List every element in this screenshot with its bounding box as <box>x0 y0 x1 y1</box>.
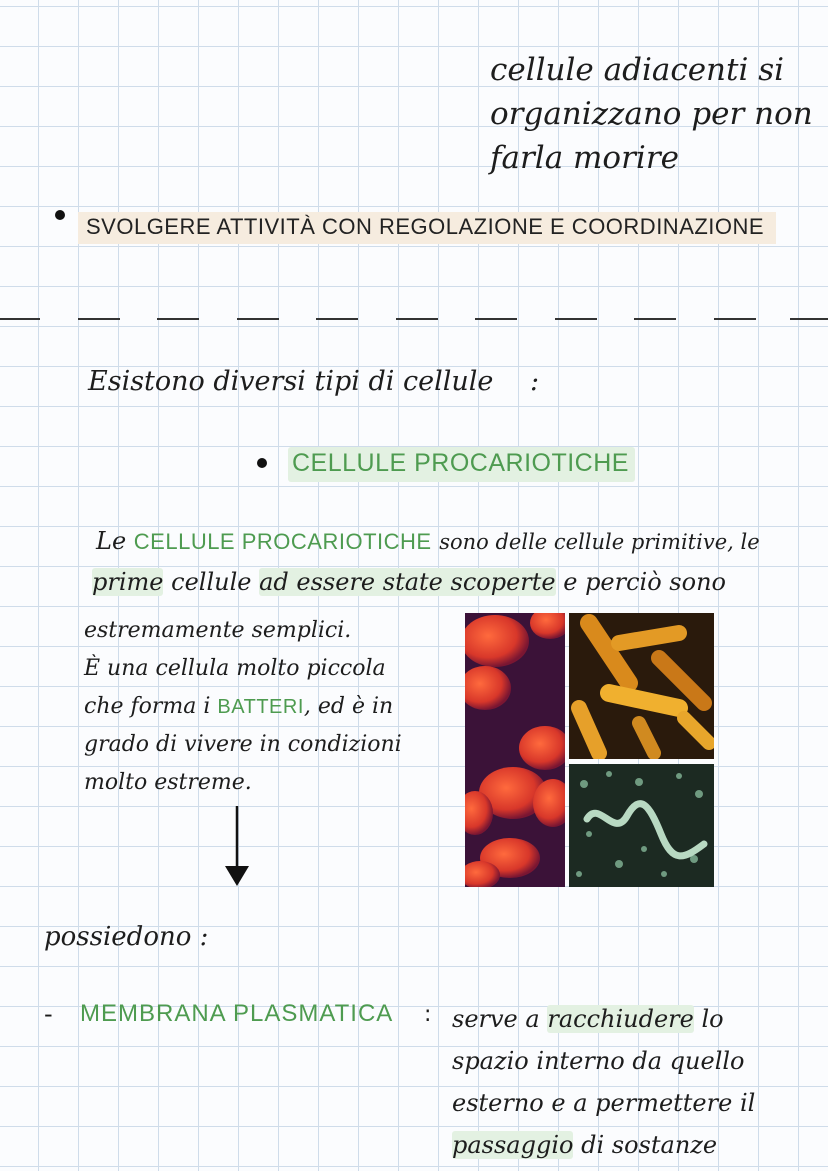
bullet1-text: SVOLGERE ATTIVITÀ CON REGOLAZIONE E COORDINAZIONE <box>78 212 776 244</box>
paragraph-line-1 <box>96 527 760 555</box>
desc-line-2: spazio interno da quello <box>452 1047 745 1075</box>
term-membrana-plasmatica: MEMBRANA PLASMATICA <box>80 1000 394 1027</box>
arrow-down-icon <box>222 806 252 888</box>
paragraph-line-7: molto estreme. <box>84 770 252 795</box>
top-note <box>490 48 813 180</box>
highlight-passaggio: passaggio <box>452 1131 574 1159</box>
red-cocci-bacteria-image <box>465 613 565 887</box>
desc-line-4 <box>452 1124 755 1166</box>
desc-text: serve a <box>452 1005 540 1033</box>
highlight-prime: prime <box>92 568 164 596</box>
paragraph-line-3: estremamente semplici. <box>84 618 352 643</box>
bullet-dot-icon <box>257 458 267 468</box>
paragraph-line-2 <box>92 568 726 596</box>
highlight-racchiudere: racchiudere <box>547 1005 694 1033</box>
green-spiral-bacteria-image <box>569 764 714 887</box>
desc-line-1 <box>452 998 755 1040</box>
list-colon: : <box>424 1002 432 1027</box>
desc-text: di sostanze <box>581 1131 718 1159</box>
desc-text: lo <box>701 1005 724 1033</box>
paragraph-left-block <box>84 612 402 802</box>
paragraph-text: che forma i <box>84 694 211 719</box>
intro-colon: : <box>529 366 540 397</box>
highlight-scoperte: ad essere state scoperte <box>259 568 556 596</box>
intro-label: Esistono diversi tipi di cellule <box>88 366 494 397</box>
paragraph-line-4: È una cellula molto piccola <box>84 656 386 681</box>
top-note-line: farla morire <box>490 140 679 176</box>
paragraph-word: Le <box>96 527 127 555</box>
paragraph-line-6: grado di vivere in condizioni <box>84 732 402 757</box>
membrana-description <box>452 998 755 1166</box>
orange-rod-bacteria-image <box>569 613 714 759</box>
paragraph-text: cellule <box>171 568 252 596</box>
intro-text <box>88 366 539 397</box>
term-batteri: BATTERI <box>217 696 304 718</box>
paragraph-text: sono delle cellule primitive, le <box>439 530 760 554</box>
top-note-line: organizzano per non <box>490 96 813 132</box>
paragraph-text: , ed è in <box>303 694 394 719</box>
paragraph-line-5 <box>84 688 402 726</box>
desc-line-3: esterno e a permettere il <box>452 1089 756 1117</box>
term-procariotiche: CELLULE PROCARIOTICHE <box>133 529 432 554</box>
paragraph-text: e perciò sono <box>563 568 726 596</box>
section-heading: CELLULE PROCARIOTICHE <box>288 447 635 482</box>
top-note-line: cellule adiacenti si <box>490 52 785 88</box>
possiedono-label: possiedono : <box>44 922 209 952</box>
bullet-dot-icon <box>55 210 65 220</box>
list-dash: - <box>44 1000 53 1028</box>
